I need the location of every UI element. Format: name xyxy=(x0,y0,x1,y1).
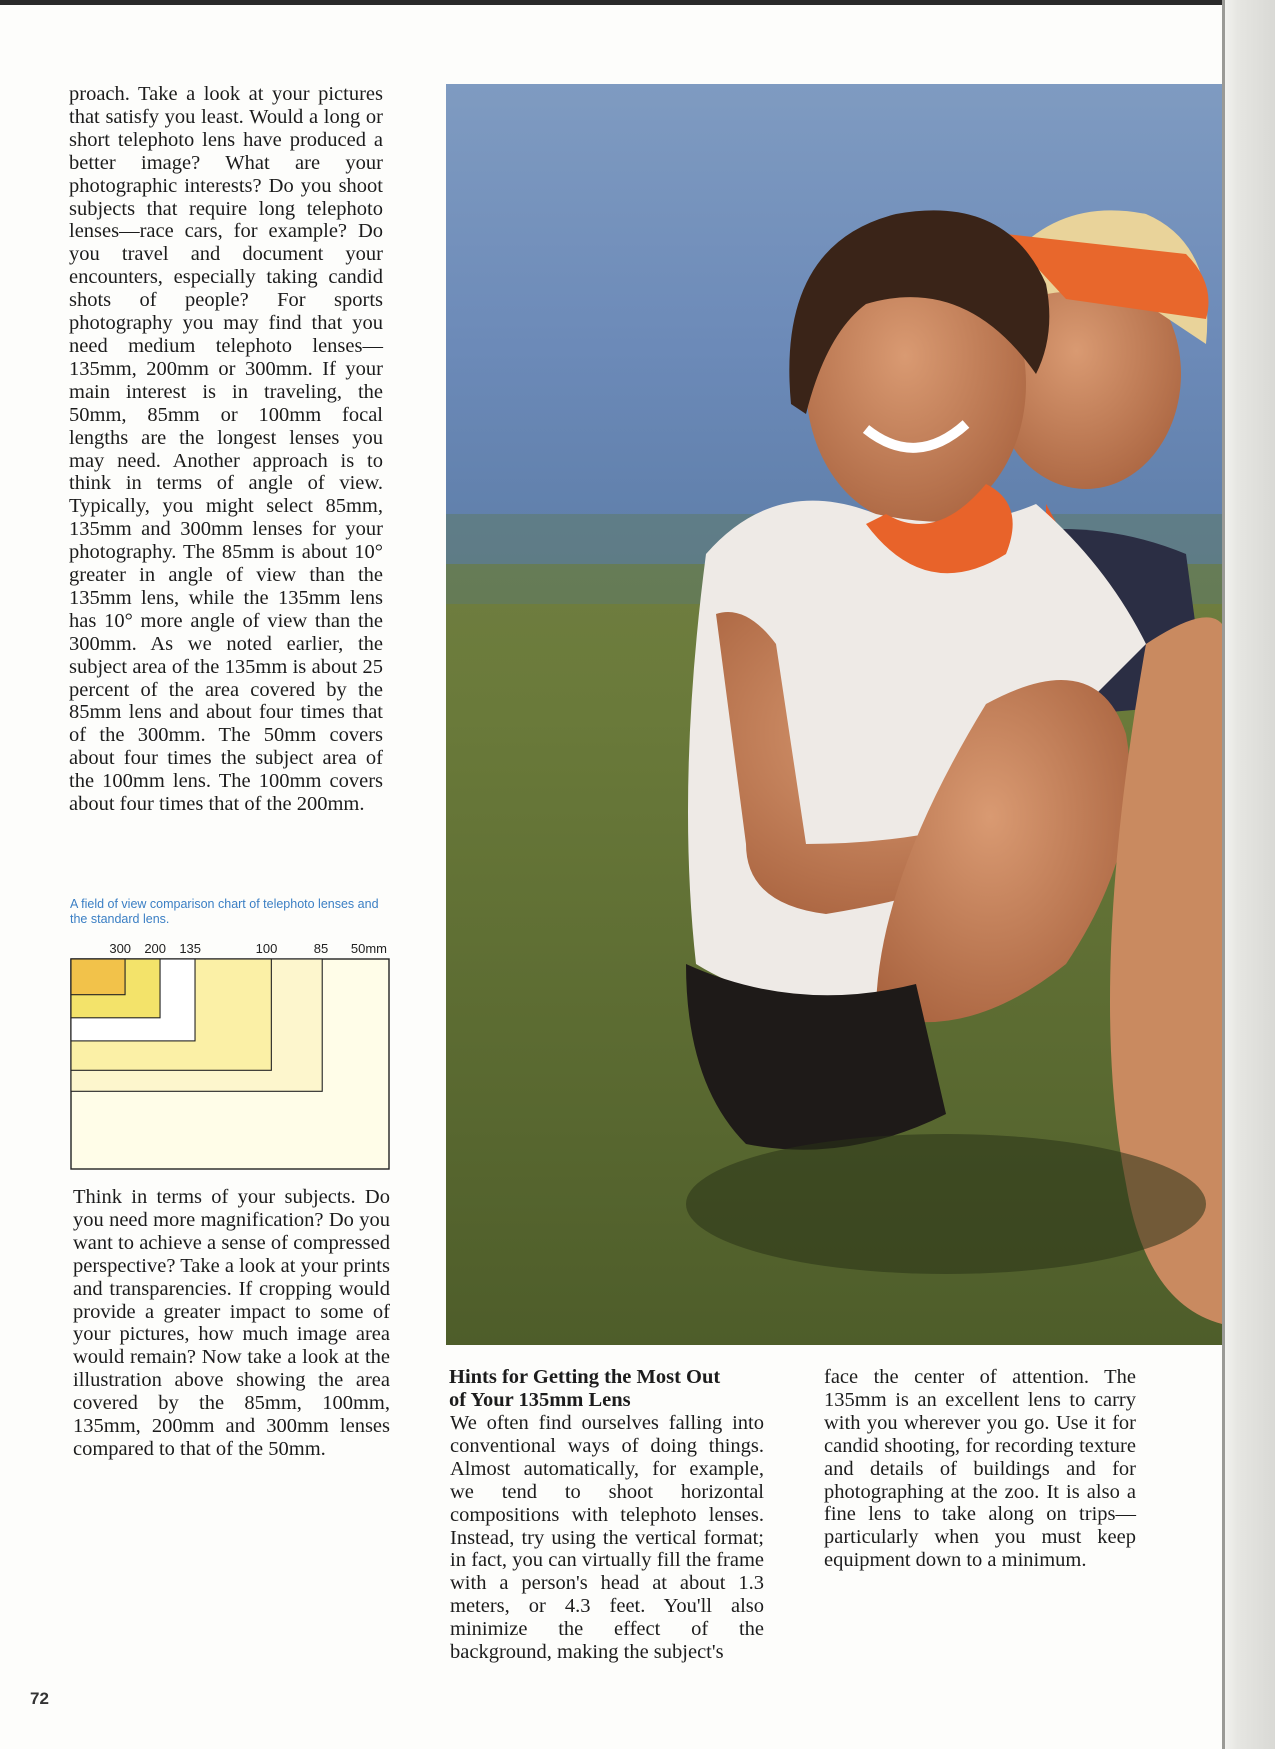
figure-caption: A field of view comparison chart of telephoto lenses and the standard lens. xyxy=(70,897,379,926)
paragraph: Think in terms of your subjects. Do you need more magnification? Do you want to achieve a sense of compressed perspective? Take a look at your prints and transparencies. If cropping would provide a greater impact to some of your pictures, how much image area would remain? Now take a look at the illustration above showing the area covered by the 85mm, 100mm, 135mm, 200mm and 300mm lenses compared to that of the 50mm. xyxy=(73,1186,390,1460)
left-column-lower-text xyxy=(73,1186,390,1461)
tick-label-85: 85 xyxy=(313,941,329,956)
top-edge-band xyxy=(0,0,1275,5)
tick-label-135: 135 xyxy=(179,941,202,956)
book-spine-edge xyxy=(1222,0,1275,1749)
left-column-body-text xyxy=(69,83,383,816)
photo-illustration xyxy=(446,84,1222,1345)
fov-rect-300mm xyxy=(71,959,125,995)
paragraph: face the center of attention. The 135mm is an excellent lens to carry with you wherever you go. Use it for candid shooting, for recording texture and details of buildings and for photographing at the zoo. It is also a fine lens to take along on trips—particularly when you must keep equipment down to a minimum. xyxy=(824,1366,1136,1572)
paragraph: We often find ourselves falling into conventional ways of doing things. Almost automatically, for example, we tend to shoot horizontal compositions with telephoto lenses. Instead, try using the vertical format; in fact, you can virtually fill the frame with a person's head at about 1.3 meters, or 4.3 feet. You'll also minimize the effect of the background, making the subject's xyxy=(450,1412,764,1664)
tick-label-300: 300 xyxy=(109,941,132,956)
hints-right-column xyxy=(824,1366,1136,1572)
section-heading xyxy=(449,1366,769,1412)
tick-label-200: 200 xyxy=(144,941,167,956)
heading-line-1: Hints for Getting the Most Out xyxy=(449,1366,721,1388)
page-number: 72 xyxy=(30,1689,49,1708)
heading-line-2: of Your 135mm Lens xyxy=(449,1388,631,1411)
chart-focal-length-labels xyxy=(70,941,390,957)
paragraph: proach. Take a look at your pictures that satisfy you least. Would a long or short telephoto lens have produced a better image? What are your photographic interests? Do you shoot subjects that require long telephoto lenses—race cars, for example? Do you travel and document your encounters, especially taking candid shots of people? For sports photography you may find that you need medium telephoto lenses—135mm, 200mm or 300mm. If your main interest is in traveling, the 50mm, 85mm or 100mm focal lengths are the longest lenses you may need. Another approach is to think in terms of angle of view. Typically, you might select 85mm, 135mm and 300mm lenses for your photography. The 85mm is about 10° greater in angle of view than the 135mm lens, while the 135mm lens has 10° more angle of view than the 300mm. As we noted earlier, the subject area of the 135mm is about 25 percent of the area covered by the 85mm lens and about four times that of the 300mm. The 50mm covers about four times the subject area of the 100mm lens. The 100mm covers about four times that of the 200mm. xyxy=(69,83,383,816)
spine-fold-line xyxy=(1222,0,1225,1749)
hints-middle-column xyxy=(450,1412,764,1664)
children-photo xyxy=(446,84,1222,1345)
tick-label-100: 100 xyxy=(255,941,278,956)
field-of-view-chart xyxy=(70,958,390,1170)
tick-label-50mm: 50mm xyxy=(350,941,387,956)
